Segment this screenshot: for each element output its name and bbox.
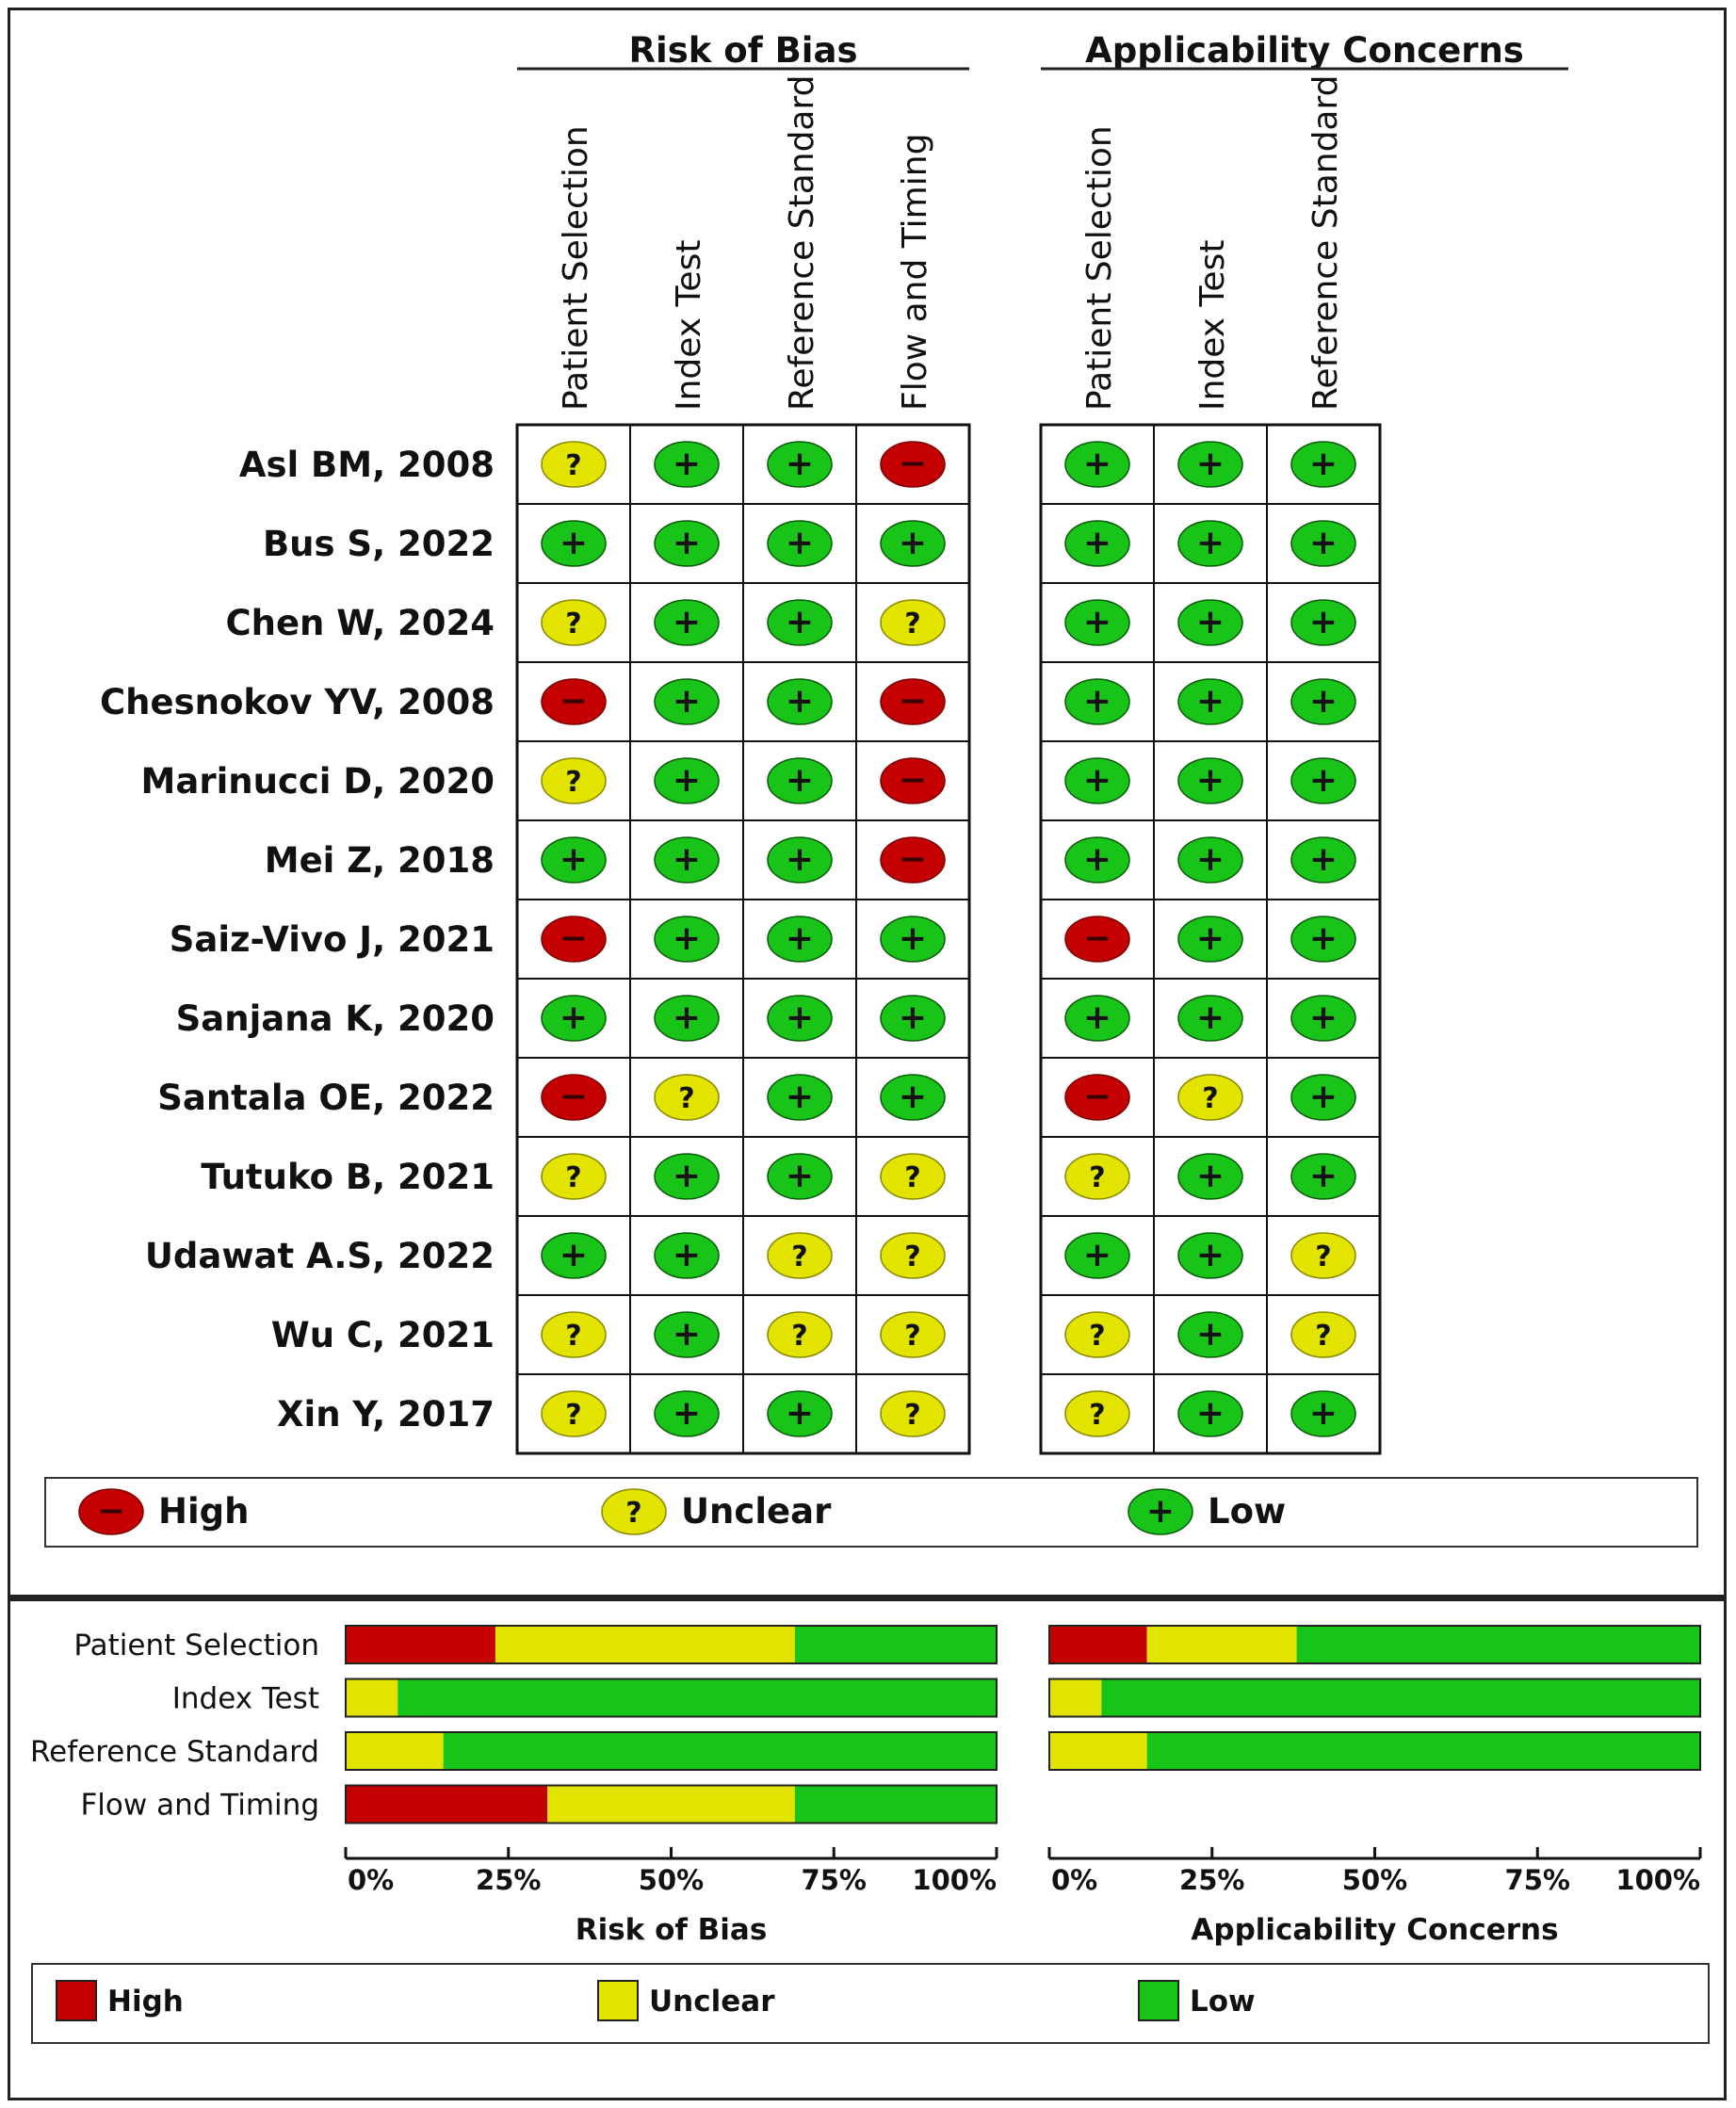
judgement-symbol: + bbox=[559, 1236, 589, 1274]
judgement-symbol: + bbox=[898, 524, 928, 562]
x-tick-label: 25% bbox=[476, 1864, 542, 1896]
judgement-symbol: + bbox=[1308, 1078, 1339, 1116]
x-tick-label: 0% bbox=[1051, 1864, 1098, 1896]
judgement-symbol: + bbox=[559, 840, 589, 879]
legend-label: Unclear bbox=[649, 1985, 775, 2019]
judgement-symbol: + bbox=[672, 524, 702, 562]
legend-label: High bbox=[107, 1985, 184, 2019]
judgement-symbol: − bbox=[559, 1078, 589, 1116]
bar-segment-high bbox=[346, 1626, 495, 1663]
legend-symbol: + bbox=[1145, 1492, 1176, 1531]
judgement-symbol: + bbox=[785, 1394, 815, 1433]
judgement-symbol: ? bbox=[678, 1082, 695, 1115]
study-label: Saiz-Vivo J, 2021 bbox=[169, 919, 495, 960]
judgement-symbol: + bbox=[1195, 1315, 1225, 1354]
x-axis-title: Applicability Concerns bbox=[1191, 1913, 1559, 1947]
legend-low-label: Low bbox=[1208, 1491, 1287, 1532]
judgement-symbol: + bbox=[1195, 840, 1225, 879]
study-label: Marinucci D, 2020 bbox=[140, 761, 495, 802]
x-tick-label: 100% bbox=[1615, 1864, 1700, 1896]
rob-col-label: Index Test bbox=[670, 239, 708, 411]
judgement-symbol: ? bbox=[904, 1240, 921, 1273]
judgement-symbol: ? bbox=[904, 1161, 921, 1194]
rob-col-label: Patient Selection bbox=[557, 125, 595, 411]
judgement-symbol: + bbox=[1308, 998, 1339, 1037]
judgement-symbol: + bbox=[672, 1236, 702, 1274]
judgement-symbol: − bbox=[559, 682, 589, 721]
rob-col-label: Flow and Timing bbox=[896, 133, 934, 411]
bar-category-label: Reference Standard bbox=[30, 1735, 319, 1769]
judgement-symbol: + bbox=[1195, 1394, 1225, 1433]
legend-swatch-unclear bbox=[598, 1981, 638, 2020]
x-tick-label: 75% bbox=[801, 1864, 867, 1896]
judgement-symbol: ? bbox=[1202, 1082, 1219, 1115]
bar-segment-low bbox=[1147, 1732, 1700, 1770]
legend-swatch-high bbox=[57, 1981, 96, 2020]
study-label: Sanjana K, 2020 bbox=[175, 998, 495, 1039]
judgement-symbol: + bbox=[785, 603, 815, 641]
judgement-symbol: ? bbox=[565, 608, 582, 641]
bar-segment-low bbox=[444, 1732, 997, 1770]
judgement-symbol: + bbox=[672, 1157, 702, 1195]
legend-symbol: ? bbox=[625, 1497, 642, 1530]
judgement-symbol: + bbox=[1308, 524, 1339, 562]
x-tick-label: 75% bbox=[1504, 1864, 1570, 1896]
study-label: Wu C, 2021 bbox=[270, 1315, 495, 1355]
bar-category-label: Patient Selection bbox=[73, 1629, 319, 1662]
legend-high-label: High bbox=[158, 1491, 250, 1532]
judgement-symbol: + bbox=[785, 840, 815, 879]
app-col-label: Index Test bbox=[1193, 239, 1232, 411]
judgement-symbol: + bbox=[1195, 1236, 1225, 1274]
judgement-symbol: + bbox=[1308, 445, 1339, 483]
bar-category-label: Index Test bbox=[171, 1681, 319, 1716]
x-tick-label: 0% bbox=[348, 1864, 395, 1896]
judgement-symbol: + bbox=[559, 998, 589, 1037]
judgement-symbol: − bbox=[898, 840, 928, 879]
judgement-symbol: − bbox=[898, 445, 928, 483]
judgement-symbol: + bbox=[1082, 682, 1112, 721]
judgement-symbol: ? bbox=[1315, 1240, 1332, 1273]
applicability-header: Applicability Concerns bbox=[1085, 30, 1524, 71]
judgement-symbol: + bbox=[1308, 840, 1339, 879]
judgement-symbol: ? bbox=[791, 1320, 808, 1353]
judgement-symbol: + bbox=[898, 1078, 928, 1116]
judgement-symbol: + bbox=[1082, 603, 1112, 641]
judgement-symbol: + bbox=[1082, 524, 1112, 562]
judgement-symbol: + bbox=[672, 445, 702, 483]
judgement-symbol: + bbox=[785, 682, 815, 721]
legend-swatch-low bbox=[1139, 1981, 1178, 2020]
legend-label: Low bbox=[1190, 1985, 1256, 2019]
bar-segment-unclear bbox=[346, 1732, 444, 1770]
study-label: Xin Y, 2017 bbox=[276, 1394, 495, 1435]
judgement-symbol: + bbox=[1308, 761, 1339, 800]
judgement-symbol: + bbox=[1308, 603, 1339, 641]
judgement-symbol: + bbox=[1308, 919, 1339, 958]
judgement-symbol: + bbox=[898, 998, 928, 1037]
bar-segment-low bbox=[397, 1679, 997, 1717]
judgement-symbol: − bbox=[898, 682, 928, 721]
study-label: Bus S, 2022 bbox=[262, 524, 495, 564]
bar-segment-high bbox=[1049, 1626, 1147, 1663]
x-tick-label: 25% bbox=[1179, 1864, 1245, 1896]
rob-col-label: Reference Standard bbox=[783, 74, 821, 411]
bar-segment-low bbox=[1297, 1626, 1700, 1663]
judgement-symbol: + bbox=[1082, 998, 1112, 1037]
bar-segment-unclear bbox=[495, 1626, 795, 1663]
judgement-symbol: + bbox=[785, 1078, 815, 1116]
judgement-symbol: ? bbox=[565, 1399, 582, 1432]
judgement-symbol: + bbox=[1308, 1394, 1339, 1433]
x-tick-label: 100% bbox=[912, 1864, 997, 1896]
judgement-symbol: + bbox=[1082, 761, 1112, 800]
judgement-symbol: + bbox=[1195, 445, 1225, 483]
judgement-symbol: + bbox=[1082, 1236, 1112, 1274]
judgement-symbol: ? bbox=[1089, 1161, 1106, 1194]
judgement-symbol: − bbox=[1082, 919, 1112, 958]
judgement-symbol: ? bbox=[565, 1161, 582, 1194]
study-label: Mei Z, 2018 bbox=[264, 840, 495, 881]
judgement-symbol: + bbox=[672, 603, 702, 641]
judgement-symbol: + bbox=[1308, 682, 1339, 721]
judgement-symbol: + bbox=[672, 998, 702, 1037]
judgement-symbol: + bbox=[1195, 998, 1225, 1037]
bar-segment-low bbox=[795, 1626, 997, 1663]
study-label: Udawat A.S, 2022 bbox=[144, 1236, 495, 1276]
judgement-symbol: + bbox=[898, 919, 928, 958]
bar-segment-unclear bbox=[1147, 1626, 1297, 1663]
judgement-symbol: + bbox=[785, 761, 815, 800]
risk-of-bias-header: Risk of Bias bbox=[628, 30, 858, 71]
judgement-symbol: + bbox=[1195, 524, 1225, 562]
bar-segment-unclear bbox=[1049, 1679, 1101, 1717]
judgement-symbol: ? bbox=[565, 449, 582, 482]
bar-segment-unclear bbox=[1049, 1732, 1147, 1770]
judgement-symbol: + bbox=[1308, 1157, 1339, 1195]
judgement-symbol: + bbox=[785, 1157, 815, 1195]
judgement-symbol: − bbox=[898, 761, 928, 800]
bar-segment-low bbox=[1101, 1679, 1700, 1717]
judgement-symbol: + bbox=[672, 1315, 702, 1354]
judgement-symbol: + bbox=[672, 1394, 702, 1433]
study-label: Santala OE, 2022 bbox=[157, 1078, 495, 1118]
bar-category-label: Flow and Timing bbox=[80, 1788, 319, 1823]
judgement-symbol: ? bbox=[904, 608, 921, 641]
legend-unclear-label: Unclear bbox=[681, 1491, 832, 1532]
bar-segment-high bbox=[346, 1786, 547, 1824]
app-col-label: Reference Standard bbox=[1306, 74, 1345, 411]
judgement-symbol: + bbox=[1082, 840, 1112, 879]
judgement-symbol: ? bbox=[565, 766, 582, 799]
judgement-symbol: − bbox=[1082, 1078, 1112, 1116]
bar-segment-unclear bbox=[346, 1679, 397, 1717]
judgement-symbol: − bbox=[559, 919, 589, 958]
judgement-symbol: + bbox=[785, 919, 815, 958]
x-tick-label: 50% bbox=[638, 1864, 705, 1896]
judgement-symbol: ? bbox=[791, 1240, 808, 1273]
judgement-symbol: + bbox=[672, 682, 702, 721]
bottom-legend bbox=[32, 1964, 1709, 2043]
x-axis-title: Risk of Bias bbox=[575, 1913, 768, 1947]
judgement-symbol: ? bbox=[1089, 1320, 1106, 1353]
judgement-symbol: + bbox=[559, 524, 589, 562]
judgement-symbol: + bbox=[785, 524, 815, 562]
judgement-symbol: + bbox=[785, 998, 815, 1037]
legend-symbol: − bbox=[96, 1492, 126, 1531]
judgement-symbol: + bbox=[672, 919, 702, 958]
judgement-symbol: ? bbox=[1089, 1399, 1106, 1432]
judgement-symbol: + bbox=[1195, 761, 1225, 800]
bar-segment-unclear bbox=[547, 1786, 795, 1824]
judgement-symbol: + bbox=[1195, 1157, 1225, 1195]
study-label: Asl BM, 2008 bbox=[238, 445, 495, 485]
judgement-symbol: + bbox=[785, 445, 815, 483]
x-tick-label: 50% bbox=[1341, 1864, 1408, 1896]
judgement-symbol: + bbox=[1195, 919, 1225, 958]
judgement-symbol: + bbox=[1195, 603, 1225, 641]
study-label: Tutuko B, 2021 bbox=[201, 1157, 495, 1197]
judgement-symbol: ? bbox=[904, 1320, 921, 1353]
app-col-label: Patient Selection bbox=[1080, 125, 1119, 411]
judgement-symbol: ? bbox=[565, 1320, 582, 1353]
judgement-symbol: + bbox=[1082, 445, 1112, 483]
study-label: Chen W, 2024 bbox=[225, 603, 495, 643]
bar-segment-low bbox=[795, 1786, 997, 1824]
judgement-symbol: + bbox=[672, 761, 702, 800]
judgement-symbol: + bbox=[1195, 682, 1225, 721]
judgement-symbol: + bbox=[672, 840, 702, 879]
judgement-symbol: ? bbox=[904, 1399, 921, 1432]
judgement-symbol: ? bbox=[1315, 1320, 1332, 1353]
study-label: Chesnokov YV, 2008 bbox=[100, 682, 495, 722]
